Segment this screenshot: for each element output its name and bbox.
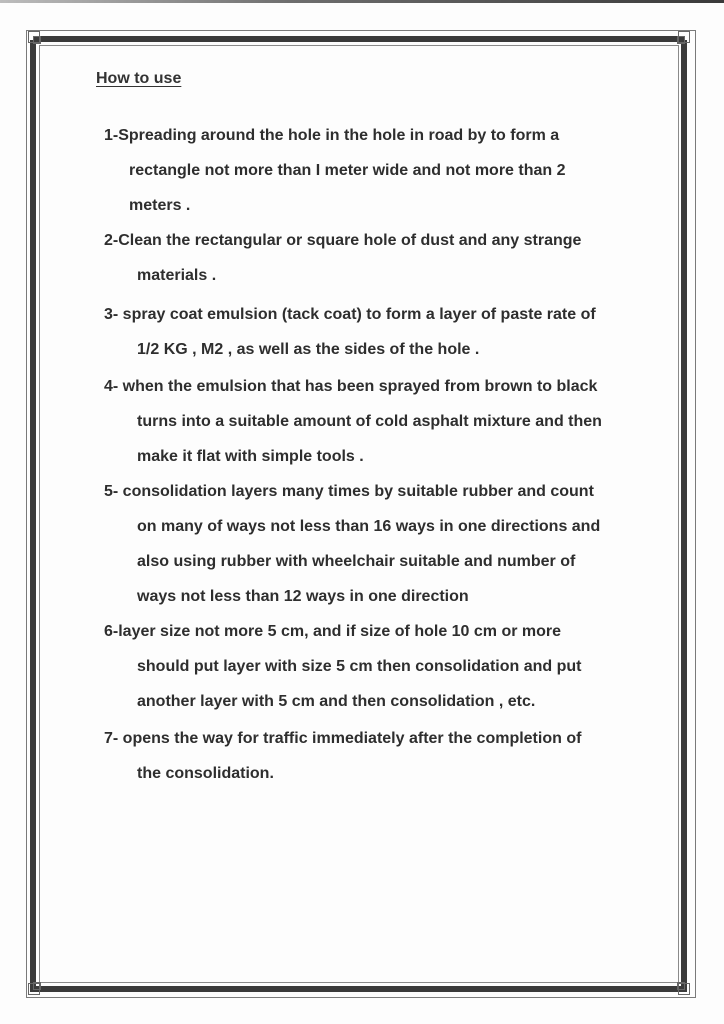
step-4-line-1: 4- when the emulsion that has been sprayed from brown to black <box>104 378 598 395</box>
frame-bar-left <box>30 40 36 992</box>
corner-ornament-top-left <box>28 31 40 43</box>
step-1 <box>104 118 664 223</box>
step-4-line-2: turns into a suitable amount of cold asphalt mixture and then <box>137 413 602 430</box>
step-3-line-1: 3- spray coat emulsion (tack coat) to form a layer of paste rate of <box>104 306 596 323</box>
step-5-line-4: ways not less than 12 ways in one direction <box>137 588 469 605</box>
step-5-line-1: 5- consolidation layers many times by suitable rubber and count <box>104 483 594 500</box>
step-7-line-2: the consolidation. <box>137 765 274 782</box>
corner-ornament-top-right <box>678 31 690 43</box>
step-1-line-3: meters . <box>129 197 191 214</box>
step-6-line-3: another layer with 5 cm and then consolidation , etc. <box>137 693 536 710</box>
step-7 <box>104 721 664 791</box>
step-5 <box>104 474 664 614</box>
step-4 <box>104 369 664 474</box>
step-4-line-3: make it flat with simple tools . <box>137 448 364 465</box>
corner-ornament-bottom-left <box>28 983 40 995</box>
step-5-line-2: on many of ways not less than 16 ways in one directions and <box>137 518 601 535</box>
frame-bar-bottom <box>34 986 685 992</box>
corner-ornament-bottom-right <box>678 983 690 995</box>
step-6-line-2: should put layer with size 5 cm then consolidation and put <box>137 658 582 675</box>
frame-bar-top <box>34 36 685 42</box>
step-6-line-1: 6-layer size not more 5 cm, and if size of hole 10 cm or more <box>104 623 562 640</box>
step-3-line-2: 1/2 KG , M2 , as well as the sides of the hole . <box>137 341 480 358</box>
step-5-line-3: also using rubber with wheelchair suitable and number of <box>137 553 576 570</box>
step-2-line-1: 2-Clean the rectangular or square hole of dust and any strange <box>104 232 582 249</box>
instruction-list <box>104 118 664 791</box>
step-3 <box>104 297 664 367</box>
scan-edge <box>0 0 724 3</box>
step-1-line-1: 1-Spreading around the hole in the hole in road by to form a <box>104 127 560 144</box>
step-2 <box>104 223 664 293</box>
step-7-line-1: 7- opens the way for traffic immediately after the completion of <box>104 730 582 747</box>
step-6 <box>104 614 664 719</box>
frame-bar-right <box>681 40 687 992</box>
step-1-line-2: rectangle not more than I meter wide and not more than 2 <box>129 162 566 179</box>
step-2-line-2: materials . <box>137 267 217 284</box>
page-heading: How to use <box>96 70 182 87</box>
